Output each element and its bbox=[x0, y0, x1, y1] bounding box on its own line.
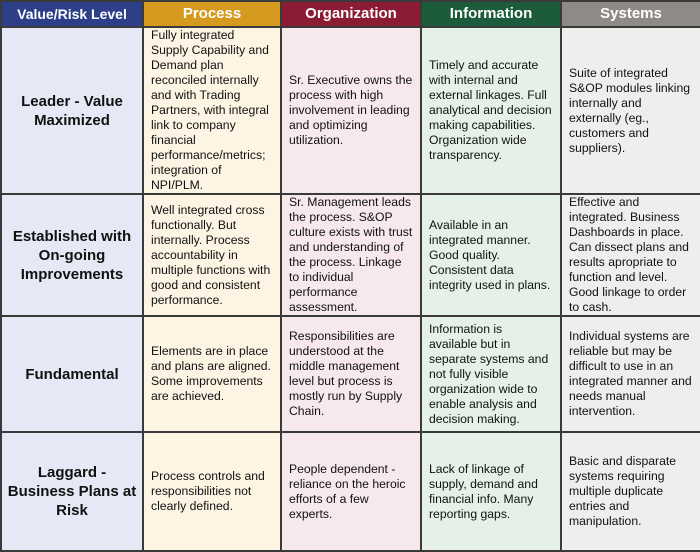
systems-cell bbox=[561, 27, 700, 194]
header-systems: Systems bbox=[561, 1, 700, 27]
level-cell bbox=[1, 432, 143, 551]
header-value-risk-level: Value/Risk Level bbox=[1, 1, 143, 27]
process-cell bbox=[143, 316, 281, 432]
level-cell bbox=[1, 194, 143, 316]
level-cell bbox=[1, 27, 143, 194]
header-information: Information bbox=[421, 1, 561, 27]
process-text: Elements are in place and plans are aligned. Some improvements are achieved. bbox=[151, 344, 271, 403]
header-row bbox=[1, 1, 700, 27]
organization-text: Responsibilities are understood at the middle management level but process is mostly run by Supply Chain. bbox=[289, 329, 403, 418]
organization-text: People dependent - reliance on the heroic efforts of a few experts. bbox=[289, 461, 406, 521]
row-leader bbox=[1, 27, 700, 194]
organization-text: Sr. Executive owns the process with high involvement in leading and optimizing utilization. bbox=[289, 73, 413, 147]
process-text: Well integrated cross functionally. But internally. Process accountability in multiple functions with good and consistent performance. bbox=[151, 202, 271, 307]
systems-text: Effective and integrated. Business Dashboards in place. Can dissect plans and results apropriate to function and level. Good linkage to order to cash. bbox=[569, 195, 689, 314]
organization-text: Sr. Management leads the process. S&OP culture exists with trust and understanding of the process. Linkage to individual performance assessment. bbox=[289, 195, 413, 314]
process-text: Fully integrated Supply Capability and Demand plan reconciled internally and with Trading Partners, with integral link to company financial performance/metrics; integration of NPI/PLM. bbox=[151, 28, 269, 192]
organization-cell bbox=[281, 432, 421, 551]
row-fundamental bbox=[1, 316, 700, 432]
systems-cell bbox=[561, 432, 700, 551]
information-cell bbox=[421, 194, 561, 316]
systems-text: Basic and disparate systems requiring multiple duplicate entries and manipulation. bbox=[569, 454, 677, 528]
process-cell bbox=[143, 194, 281, 316]
organization-cell bbox=[281, 27, 421, 194]
organization-cell bbox=[281, 194, 421, 316]
level-label: Leader - Value Maximized bbox=[21, 92, 123, 129]
systems-cell bbox=[561, 316, 700, 432]
information-cell bbox=[421, 432, 561, 551]
header-process: Process bbox=[143, 1, 281, 27]
process-text: Process controls and responsibilities not clearly defined. bbox=[151, 469, 265, 513]
information-text: Lack of linkage of supply, demand and financial info. Many reporting gaps. bbox=[429, 461, 538, 521]
level-label: Fundamental bbox=[25, 365, 119, 383]
information-text: Timely and accurate with internal and external linkages. Full analytical and decision making capabilities. Organization wide transparency. bbox=[429, 58, 552, 162]
row-established bbox=[1, 194, 700, 316]
systems-text: Suite of integrated S&OP modules linking internally and externally (eg., customers and suppliers). bbox=[569, 65, 691, 155]
information-cell bbox=[421, 27, 561, 194]
organization-cell bbox=[281, 316, 421, 432]
header-organization: Organization bbox=[281, 1, 421, 27]
systems-cell bbox=[561, 194, 700, 316]
row-laggard bbox=[1, 432, 700, 551]
information-cell bbox=[421, 316, 561, 432]
information-text: Available in an integrated manner. Good quality. Consistent data integrity used in plans. bbox=[429, 217, 551, 292]
information-text: Information is available but in separate systems and not fully visible organization wide to enable analysis and decision making. bbox=[429, 321, 549, 426]
systems-text: Individual systems are reliable but may be difficult to use in an integrated manner and needs manual intervention. bbox=[569, 329, 692, 418]
level-label: Established with On-going Improvements bbox=[12, 227, 132, 283]
process-cell bbox=[143, 27, 281, 194]
process-cell bbox=[143, 432, 281, 551]
level-cell bbox=[1, 316, 143, 432]
level-label: Laggard - Business Plans at Risk bbox=[7, 464, 137, 519]
